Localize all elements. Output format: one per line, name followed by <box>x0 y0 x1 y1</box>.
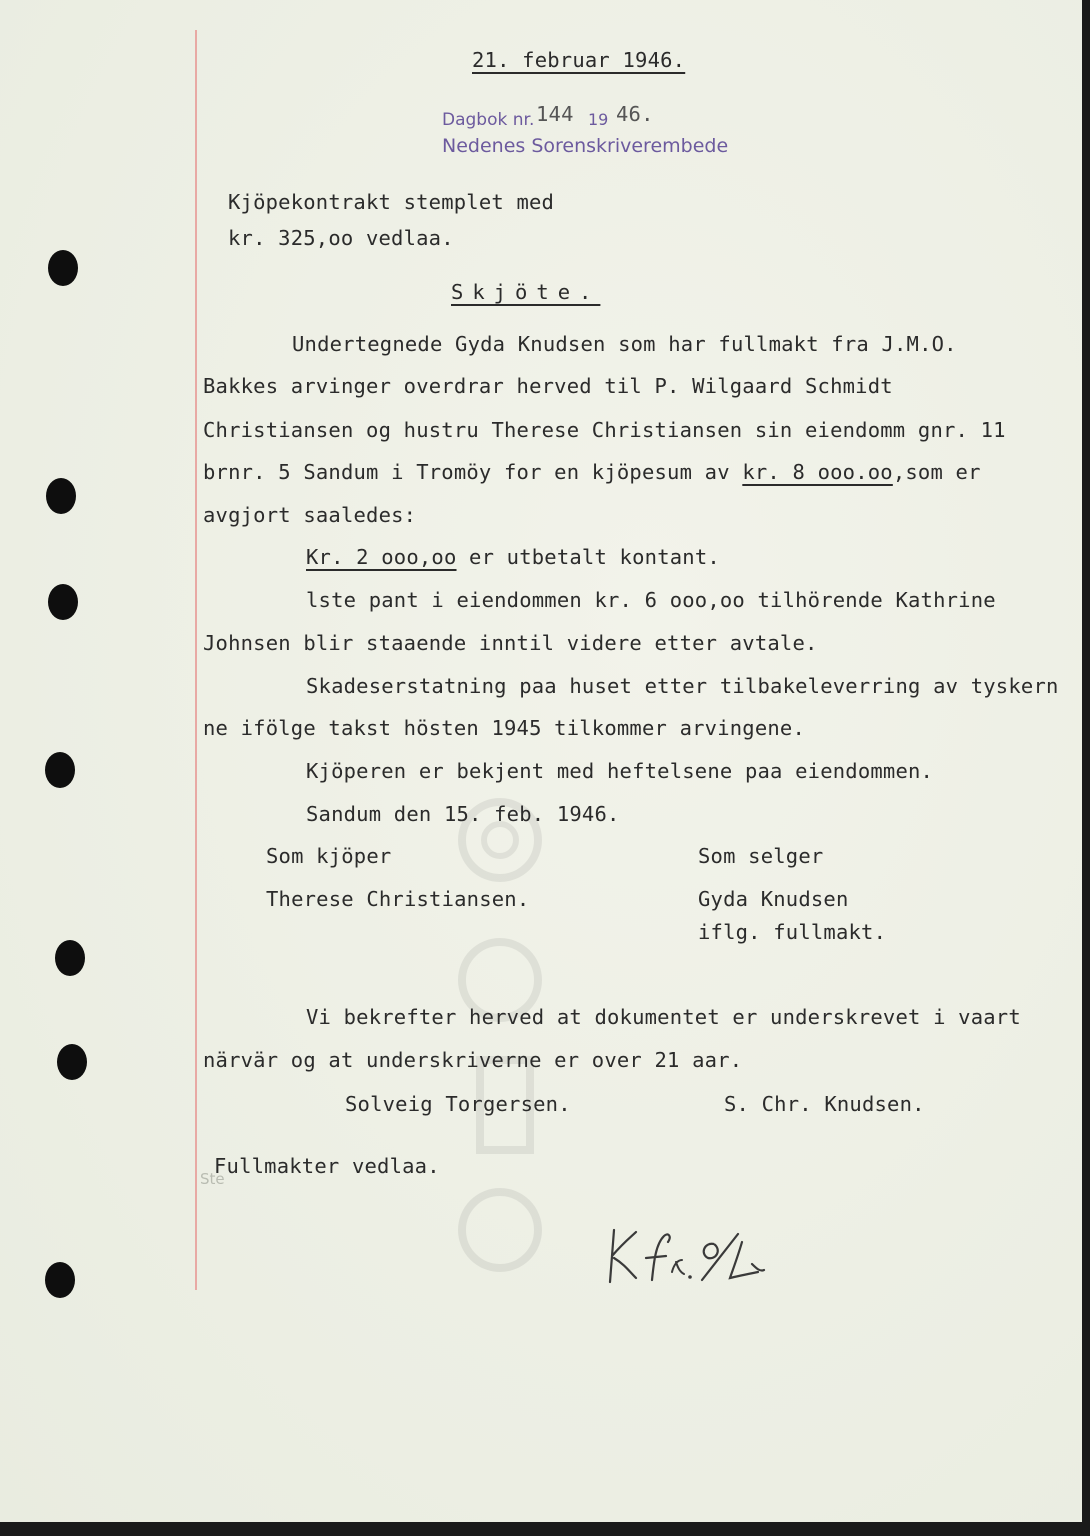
seller-note: iflg. fullmakt. <box>698 920 887 944</box>
punch-hole <box>48 250 78 286</box>
faint-mark: Ste <box>200 1170 225 1188</box>
purchase-amount: kr. 8 ooo.oo <box>742 460 893 484</box>
body-line <box>306 545 720 569</box>
body-line: avgjort saaledes: <box>203 503 417 527</box>
document-title: Skjöte. <box>451 280 601 304</box>
body-line: lste pant i eiendommen kr. 6 ooo,oo tilhörende Kathrine <box>306 588 996 612</box>
witness-name: Solveig Torgersen. <box>345 1092 571 1116</box>
stamp-dagbok-label: Dagbok nr. <box>442 110 535 130</box>
body-line: Bakkes arvinger overdrar herved til P. Wilgaard Schmidt <box>203 374 893 398</box>
buyer-label: Som kjöper <box>266 844 392 868</box>
stamp-century: 19 <box>588 110 609 129</box>
seller-label: Som selger <box>698 844 824 868</box>
body-text: brnr. 5 Sandum i Tromöy for en kjöpesum av <box>203 460 743 484</box>
attachments-note: Fullmakter vedlaa. <box>214 1154 440 1178</box>
body-line <box>203 460 981 484</box>
seller-name: Gyda Knudsen <box>698 887 849 911</box>
witness-name: S. Chr. Knudsen. <box>724 1092 925 1116</box>
body-line: Christiansen og hustru Therese Christiansen sin eiendomm gnr. 11 <box>203 418 1006 442</box>
witness-line: Vi bekrefter herved at dokumentet er underskrevet i vaart <box>306 1005 1021 1029</box>
stamp-office: Nedenes Sorenskriverembede <box>442 135 729 157</box>
body-line: ne ifölge takst hösten 1945 tilkommer arvingene. <box>203 716 806 740</box>
punch-hole <box>46 478 76 514</box>
note-line-2: kr. 325,oo vedlaa. <box>228 226 454 250</box>
body-line: Skadeserstatning paa huset etter tilbakeleverring av tyskern <box>306 674 1059 698</box>
punch-hole <box>45 752 75 788</box>
punch-hole <box>45 1262 75 1298</box>
punch-hole <box>57 1044 87 1080</box>
stamp-year: 46. <box>616 102 654 126</box>
body-text: er utbetalt kontant. <box>456 545 720 569</box>
margin-rule <box>195 30 197 1290</box>
buyer-name: Therese Christiansen. <box>266 887 530 911</box>
body-line: Undertegnede Gyda Knudsen som har fullmakt fra J.M.O. <box>292 332 957 356</box>
witness-line: närvär og at underskriverne er over 21 aar. <box>203 1048 743 1072</box>
punch-hole <box>55 940 85 976</box>
punch-hole <box>48 584 78 620</box>
handwritten-note-kfr <box>602 1220 782 1290</box>
cash-amount: Kr. 2 ooo,oo <box>306 545 457 569</box>
body-text: ,som er <box>892 460 981 484</box>
place-date: Sandum den 15. feb. 1946. <box>306 802 620 826</box>
document-date: 21. februar 1946. <box>472 48 686 72</box>
note-line-1: Kjöpekontrakt stemplet med <box>228 190 555 214</box>
body-line: Johnsen blir staaende inntil videre etter avtale. <box>203 631 818 655</box>
body-line: Kjöperen er bekjent med heftelsene paa eiendommen. <box>306 759 934 783</box>
stamp-number: 144 <box>536 102 574 126</box>
